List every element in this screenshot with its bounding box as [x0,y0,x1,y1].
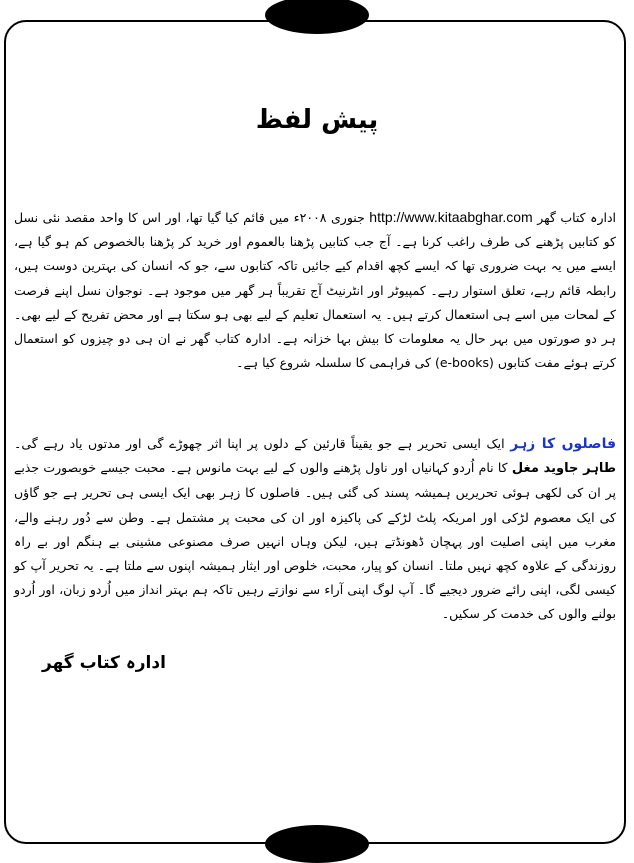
novel-intro-text: ایک ایسی تحریر ہے جو یقیناً قارئین کے دلوں پر اپنا اثر چھوڑے گی اور مدتوں یاد رہے گی۔ [14,436,511,451]
intro-text-start: ادارہ کتاب گھر [532,210,616,225]
bottom-decorative-oval [265,825,369,863]
intro-text-rest: جنوری ۲۰۰۸ء میں قائم کیا گیا تھا، اور اس کا واحد مقصد نئی نسل کو کتابیں پڑھنے کی طرف راغب کرنا ہے۔ آج جب کتابیں پڑھنا بالعموم اور خرید کر پڑھنا بالخصوص کم ہو گیا ہے، ایسے میں یہ بہت ضروری تھا کہ ایسے کچھ اقدام کیے جائیں تاکہ کتابوں سے، جو کہ انسان کی بہترین دوست ہیں، رابطہ قائم رہے، تعلق استوار رہے۔ کمپیوٹر اور انٹرنیٹ آج تقریباً ہر گھر میں موجود ہے۔ نوجوان نسل اپنے فرصت کے لمحات میں اسے ہی استعمال کرتے ہیں۔ یہ استعمال تعلیم کے لیے بھی ہو سکتا ہے اور محض تفریح کے لیے بھی۔ ہر دو صورتوں میں بہر حال یہ معلومات کا بیش بہا خزانہ ہے۔ ادارہ کتاب گھر نے ان ہی دو چیزوں کو استعمال کرتے ہوئے مفت کتابوں (e-books) کی فراہمی کا سلسلہ شروع کیا ہے۔ [14,210,616,371]
author-name: طاہر جاوید مغل [511,461,617,477]
novel-body-text: کا نام اُردو کہانیاں اور ناول پڑھنے والوں کے لیے بہت مانوس ہے۔ محبت جیسے خوبصورت جذبے پر ان کی لکھی ہوئی تحریریں ہمیشہ پسند کی گئی ہیں۔ فاصلوں کا زہر بھی ایک ایسی ہی تحریر ہے جو گاؤں کی ایک معصوم لڑکی اور امریکہ پلٹ لڑکے کی پاکیزہ اور ان کی محبت پر مشتمل ہے۔ وطن سے دُور رہنے والے، مغرب میں اپنی اصلیت اور پہچان ڈھونڈتے ہیں، لیکن وہاں انہیں صرف مصنوعی مشینی بے ہنگم اور بے راہ روزندگی کے علاوہ کچھ نہیں ملتا۔ انسان کو پیار، محبت، خلوص اور ایثار ہمیشہ اپنوں سے ملتا ہے۔ یہ تحریر آپ کو کیسی لگی، اپنی رائے ضرور دیجیے گا۔ آپ لوگ اپنی آراء سے نوازتے رہیں تاکہ ہم بہتر انداز میں اُردو زبان، اور اُردو بولنے والوں کی خدمت کر سکیں۔ [14,460,616,622]
page-title: پیش لفظ [255,105,379,135]
novel-paragraph [14,432,616,627]
website-link[interactable]: http://www.kitaabghar.com [369,209,533,225]
intro-paragraph [14,205,616,375]
publisher-signature: ادارہ کتاب گھر [42,653,166,673]
novel-title: فاصلوں کا زہر [510,436,616,452]
